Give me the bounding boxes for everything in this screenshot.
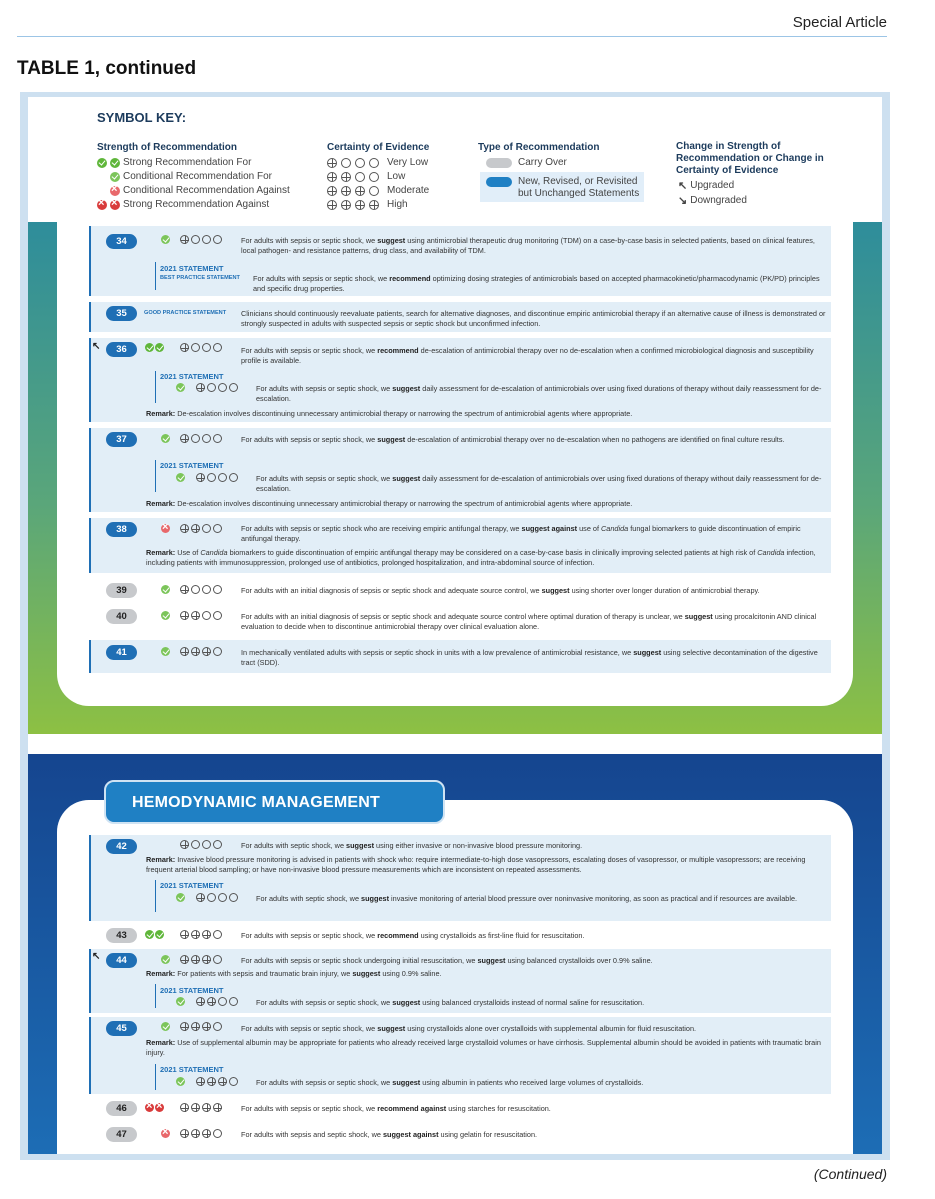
check-icon [145,343,154,352]
strength-symbol [161,647,170,656]
key-new-revised [486,176,646,200]
plus-circle-icon [180,1103,189,1112]
downgraded-arrow-icon: ↘ [678,195,688,207]
new-indicator-bar [89,1017,91,1094]
key-label: Strong Recommendation Against [123,199,270,210]
plus-circle-icon [369,200,379,210]
rec-number: 41 [106,645,137,660]
new-indicator-bar [89,835,91,921]
plus-circle-icon [341,186,351,196]
stmt-2021-text: For adults with septic shock, we suggest invasive monitoring of arterial blood pressure over noninvasive monitoring, as soon as practical and if resources are available. [256,894,798,903]
remark: Remark: Use of supplemental albumin may be appropriate for patients who already received large crystalloid volumes or have cirrhosis. Supplemental albumin should be avoided in patients with traumatic brain injury. [146,1038,821,1057]
key-moderate [327,185,429,197]
plus-circle-icon [327,172,337,182]
key-label: Carry Over [518,157,567,168]
check-icon [110,158,120,168]
circle-icon [213,611,222,620]
rec-number: 36 [106,342,137,357]
rec-number: 44 [106,953,137,968]
stmt-2021-label: 2021 STATEMENT [160,461,224,470]
circle-icon [341,158,351,168]
key-conditional-for [110,171,272,183]
check-icon [161,585,170,594]
plus-circle-icon [180,343,189,352]
new-indicator-bar [89,338,91,422]
circle-icon [202,585,211,594]
evidence-symbol [180,1129,223,1138]
evidence-symbol [196,997,239,1006]
carry-over-swatch [486,158,512,168]
circle-icon [355,158,365,168]
statement-line [155,984,156,1008]
circle-icon [213,524,222,533]
rec-number: 43 [106,928,137,943]
plus-circle-icon [202,1022,211,1031]
check-icon [97,158,107,168]
change-heading: Change in Strength of Recommendation or Change in Certainty of Evidence [676,141,824,176]
remark: Remark: For patients with sepsis and traumatic brain injury, we suggest using 0.9% saline. [146,969,442,978]
evidence-symbol [180,930,223,939]
circle-icon [229,893,238,902]
section-gap [28,734,882,754]
stmt-2021-text: For adults with sepsis or septic shock, we suggest using balanced crystalloids instead of normal saline for resuscitation. [256,998,645,1007]
plus-circle-icon [191,930,200,939]
circle-icon [218,383,227,392]
header-divider [17,36,887,37]
key-label: Conditional Recommendation Against [123,185,290,196]
strength-symbol [161,235,170,244]
statement-line [155,1064,156,1090]
table-title: TABLE 1, continued [17,58,197,79]
plus-circle-icon [180,585,189,594]
evidence-symbol [196,473,239,482]
circle-icon [229,997,238,1006]
rec-number: 37 [106,432,137,447]
new-indicator-bar [89,518,91,573]
rec-text: For adults with sepsis or septic shock, we suggest using antimicrobial therapeutic drug monitoring (TDM) on a case-by-case basis in selected patients, based on clinical features, local pathogen- and resistance patterns, drug class, and availability of TDM. [241,236,815,255]
plus-circle-icon [180,647,189,656]
strength-symbol [161,611,170,620]
x-icon [97,200,107,210]
strength-symbol [161,955,170,964]
rec-number: 38 [106,522,137,537]
circle-icon [202,235,211,244]
check-icon [161,611,170,620]
circle-icon [191,840,200,849]
circle-icon [213,647,222,656]
plus-circle-icon [196,473,205,482]
stmt-2021-label: 2021 STATEMENT [160,372,224,381]
stmt-2021-text: For adults with sepsis or septic shock, we suggest daily assessment for de-escalation of antimicrobials over using fixed durations of therapy without daily reassessment for de-escalation. [256,474,822,493]
x-icon [155,1103,164,1112]
new-indicator-bar [89,302,91,332]
circle-icon [369,158,379,168]
circle-icon [213,585,222,594]
circle-icon [213,343,222,352]
evidence-symbol [180,1022,223,1031]
circle-icon [213,1129,222,1138]
evidence-symbol [180,1103,223,1112]
plus-circle-icon [202,1129,211,1138]
rec-number: 46 [106,1101,137,1116]
strength-symbol [145,343,164,352]
strength-symbol [161,1129,170,1138]
plus-circle-icon [191,524,200,533]
circle-icon [202,524,211,533]
plus-circle-icon [180,434,189,443]
plus-circle-icon [218,1077,227,1086]
key-label: High [387,199,408,210]
strength-symbol [176,893,185,902]
x-icon [161,524,170,533]
circle-icon [369,172,379,182]
key-upgraded [678,180,734,192]
statement-line [155,460,156,492]
plus-circle-icon [180,930,189,939]
circle-icon [202,343,211,352]
strength-heading: Strength of Recommendation [97,142,238,153]
new-indicator-bar [89,949,91,1013]
remark: Remark: Invasive blood pressure monitoring is advised in patients with shock who: require intermediate-to-high dose vasopressors, escalating doses of vasopressor, or multiple vasopressors; are receiving frequent arterial blood sampling; or have non-invasive blood pressure measurements which are inconsistent on repeated assessments. [146,855,806,874]
key-conditional-against [110,185,290,197]
circle-icon [213,1022,222,1031]
plus-circle-icon [196,893,205,902]
evidence-symbol [196,893,239,902]
circle-icon [213,434,222,443]
good-practice-label: GOOD PRACTICE STATEMENT [144,310,227,316]
plus-circle-icon [341,200,351,210]
rec-text: For adults with an initial diagnosis of sepsis or septic shock and adequate source control where optimal duration of therapy is unclear, we suggest using procalcitonin AND clinical evaluation to decide when to discontinue antimicrobial therapy over clinical evaluation alone. [241,612,817,631]
plus-circle-icon [202,955,211,964]
x-icon [145,1103,154,1112]
circle-icon [202,611,211,620]
plus-circle-icon [196,383,205,392]
strength-symbol [176,1077,185,1086]
circle-icon [213,930,222,939]
plus-circle-icon [191,1129,200,1138]
rec-number: 47 [106,1127,137,1142]
key-high [327,199,408,211]
rec-text: For adults with sepsis or septic shock, we recommend against using starches for resuscitation. [241,1104,551,1113]
rec-text: For adults with sepsis or septic shock, we suggest de-escalation of antimicrobial therapy over no de-escalation when no pathogens are identified on final culture results. [241,435,785,444]
plus-circle-icon [180,524,189,533]
statement-line [155,371,156,403]
rec-number: 39 [106,583,137,598]
plus-circle-icon [207,1077,216,1086]
rec-text: For adults with septic shock, we suggest using either invasive or non-invasive blood pressure monitoring. [241,841,583,850]
check-icon [145,930,154,939]
strength-symbol [176,473,185,482]
key-label: Upgraded [690,180,735,191]
check-icon [176,383,185,392]
evidence-symbol [180,955,223,964]
rec-text: For adults with sepsis or septic shock, we recommend de-escalation of antimicrobial therapy over no de-escalation when a confirmed microbiological diagnosis and susceptibility profile is available. [241,346,814,365]
rec-text: For adults with sepsis or septic shock who are receiving empiric antifungal therapy, we suggest against use of Candida fungal biomarkers to guide discontinuation of empiric antifungal therapy. [241,524,801,543]
key-label: Conditional Recommendation For [123,171,272,182]
plus-circle-icon [191,611,200,620]
rec-text: For adults with sepsis or septic shock undergoing initial resuscitation, we suggest using balanced crystalloids over 0.9% saline. [241,956,653,965]
rec-text: For adults with sepsis or septic shock, we recommend using crystalloids as first-line fluid for resuscitation. [241,931,585,940]
strength-symbol [145,1103,164,1112]
rec-number: 34 [106,234,137,249]
circle-icon [202,840,211,849]
check-icon [155,343,164,352]
section-label: Special Article [792,14,887,31]
rec-text: For adults with an initial diagnosis of sepsis or septic shock and adequate source control, we suggest using shorter over longer duration of antimicrobial therapy. [241,586,760,595]
circle-icon [202,434,211,443]
rec-number: 40 [106,609,137,624]
plus-circle-icon [191,1022,200,1031]
check-icon [161,235,170,244]
remark: Remark: De-escalation involves discontinuing unnecessary antimicrobial therapy or narrowing the spectrum of antimicrobial agents where appropriate. [146,499,633,508]
upgraded-arrow-icon: ↖ [678,180,688,192]
circle-icon [213,235,222,244]
circle-icon [191,434,200,443]
strength-symbol [145,930,164,939]
evidence-symbol [180,235,223,244]
check-icon [176,473,185,482]
type-heading: Type of Recommendation [478,142,600,153]
circle-icon [207,893,216,902]
strength-symbol [161,524,170,533]
remark: Remark: Use of Candida biomarkers to guide discontinuation of empiric antifungal therapy may be considered on a case-by-case basis in clinically improving selected patients at high risk of Candida infection, including patients with immunosuppression, prolonged use of antibiotics, prolonged hospitalization, and intra-abdominal source of infection. [146,548,816,567]
evidence-symbol [180,647,223,656]
key-label: Moderate [387,185,430,196]
rec-text: For adults with sepsis and septic shock, we suggest against using gelatin for resuscitation. [241,1130,538,1139]
check-icon [155,930,164,939]
circle-icon [213,955,222,964]
strength-symbol [161,1022,170,1031]
rec-number: 45 [106,1021,137,1036]
plus-circle-icon [191,1103,200,1112]
plus-circle-icon [180,955,189,964]
key-strong-against [97,199,269,211]
plus-circle-icon [327,200,337,210]
stmt-2021-text: For adults with sepsis or septic shock, we suggest daily assessment for de-escalation of antimicrobials over using fixed durations of therapy without daily reassessment for de-escalation. [256,384,822,403]
check-icon [176,1077,185,1086]
strength-symbol [161,585,170,594]
plus-circle-icon [191,955,200,964]
evidence-symbol [180,434,223,443]
upgraded-arrow-icon: ↖ [92,341,101,352]
circle-icon [218,997,227,1006]
strength-symbol [161,434,170,443]
plus-circle-icon [327,158,337,168]
upgraded-arrow-icon: ↖ [92,951,101,962]
check-icon [161,1022,170,1031]
plus-circle-icon [202,1103,211,1112]
circle-icon [229,473,238,482]
key-label: Very Low [387,157,429,168]
plus-circle-icon [180,840,189,849]
plus-circle-icon [355,186,365,196]
new-indicator-bar [89,428,91,512]
circle-icon [191,585,200,594]
plus-circle-icon [355,200,365,210]
check-icon [176,997,185,1006]
plus-circle-icon [180,611,189,620]
key-very-low [327,157,428,169]
hemodynamic-management-heading: HEMODYNAMIC MANAGEMENT [104,780,445,824]
circle-icon [355,172,365,182]
symbol-key-title: SYMBOL KEY: [97,110,187,125]
rec-number: 42 [106,839,137,854]
circle-icon [213,840,222,849]
circle-icon [369,186,379,196]
key-carry-over [486,157,567,169]
continued-label: (Continued) [813,1166,887,1182]
circle-icon [218,473,227,482]
key-label: Strong Recommendation For [123,157,252,168]
key-label: Downgraded [690,195,747,206]
plus-circle-icon [202,930,211,939]
evidence-symbol [180,585,223,594]
evidence-symbol [180,524,223,533]
stmt-2021-label: 2021 STATEMENT [160,881,224,890]
certainty-heading: Certainty of Evidence [327,142,430,153]
plus-circle-icon [196,1077,205,1086]
circle-icon [218,893,227,902]
plus-circle-icon [207,997,216,1006]
key-low [327,171,405,183]
x-icon [110,186,120,196]
evidence-symbol [196,1077,239,1086]
check-icon [176,893,185,902]
new-indicator-bar [89,640,91,673]
check-icon [110,172,120,182]
plus-circle-icon [341,172,351,182]
rec-text: For adults with sepsis or septic shock, we suggest using crystalloids alone over crystalloids with supplemental albumin for fluid resuscitation. [241,1024,697,1033]
circle-icon [229,383,238,392]
check-icon [161,647,170,656]
circle-icon [207,473,216,482]
rec-text: Clinicians should continuously reevaluate patients, search for alternative diagnoses, and discontinue empiric antimicrobial therapy if an alternative cause of illness is demonstrated or strongly suspected in adults with suspected sepsis or septic shock but unconfirmed infection. [241,309,826,328]
stmt-2021-label: 2021 STATEMENT [160,264,224,273]
plus-circle-icon [180,1022,189,1031]
evidence-symbol [180,343,223,352]
statement-line [155,880,156,912]
new-swatch [486,177,512,187]
best-practice-label: BEST PRACTICE STATEMENT [160,275,240,281]
plus-circle-icon [213,1103,222,1112]
rec-number: 35 [106,306,137,321]
x-icon [161,1129,170,1138]
plus-circle-icon [180,1129,189,1138]
plus-circle-icon [191,647,200,656]
stmt-2021-label: 2021 STATEMENT [160,1065,224,1074]
plus-circle-icon [196,997,205,1006]
circle-icon [229,1077,238,1086]
evidence-symbol [180,611,223,620]
circle-icon [191,235,200,244]
check-icon [161,434,170,443]
plus-circle-icon [180,235,189,244]
key-label: Low [387,171,406,182]
plus-circle-icon [202,647,211,656]
rec-text: In mechanically ventilated adults with sepsis or septic shock in units with a low prevalence of antimicrobial resistance, we suggest using selective decontamination of the digestive tract (SDD). [241,648,818,667]
plus-circle-icon [327,186,337,196]
new-indicator-bar [89,226,91,296]
stmt-2021-text: For adults with sepsis or septic shock, we suggest using albumin in patients who received large volumes of crystalloids. [256,1078,644,1087]
key-label: New, Revised, or Revisited but Unchanged Statements [518,176,640,199]
statement-line [155,262,156,290]
key-strong-for [97,157,251,169]
evidence-symbol [180,840,223,849]
circle-icon [191,343,200,352]
x-icon [110,200,120,210]
strength-symbol [176,997,185,1006]
key-downgraded [678,195,747,207]
stmt-2021-label: 2021 STATEMENT [160,986,224,995]
strength-symbol [176,383,185,392]
evidence-symbol [196,383,239,392]
circle-icon [207,383,216,392]
remark: Remark: De-escalation involves discontinuing unnecessary antimicrobial therapy or narrowing the spectrum of antimicrobial agents where appropriate. [146,409,633,418]
check-icon [161,955,170,964]
stmt-2021-text: For adults with sepsis or septic shock, we recommend optimizing dosing strategies of antimicrobials based on accepted pharmacokinetic/pharmacodynamic (PK/PD) principles and specific drug properties. [253,274,820,293]
